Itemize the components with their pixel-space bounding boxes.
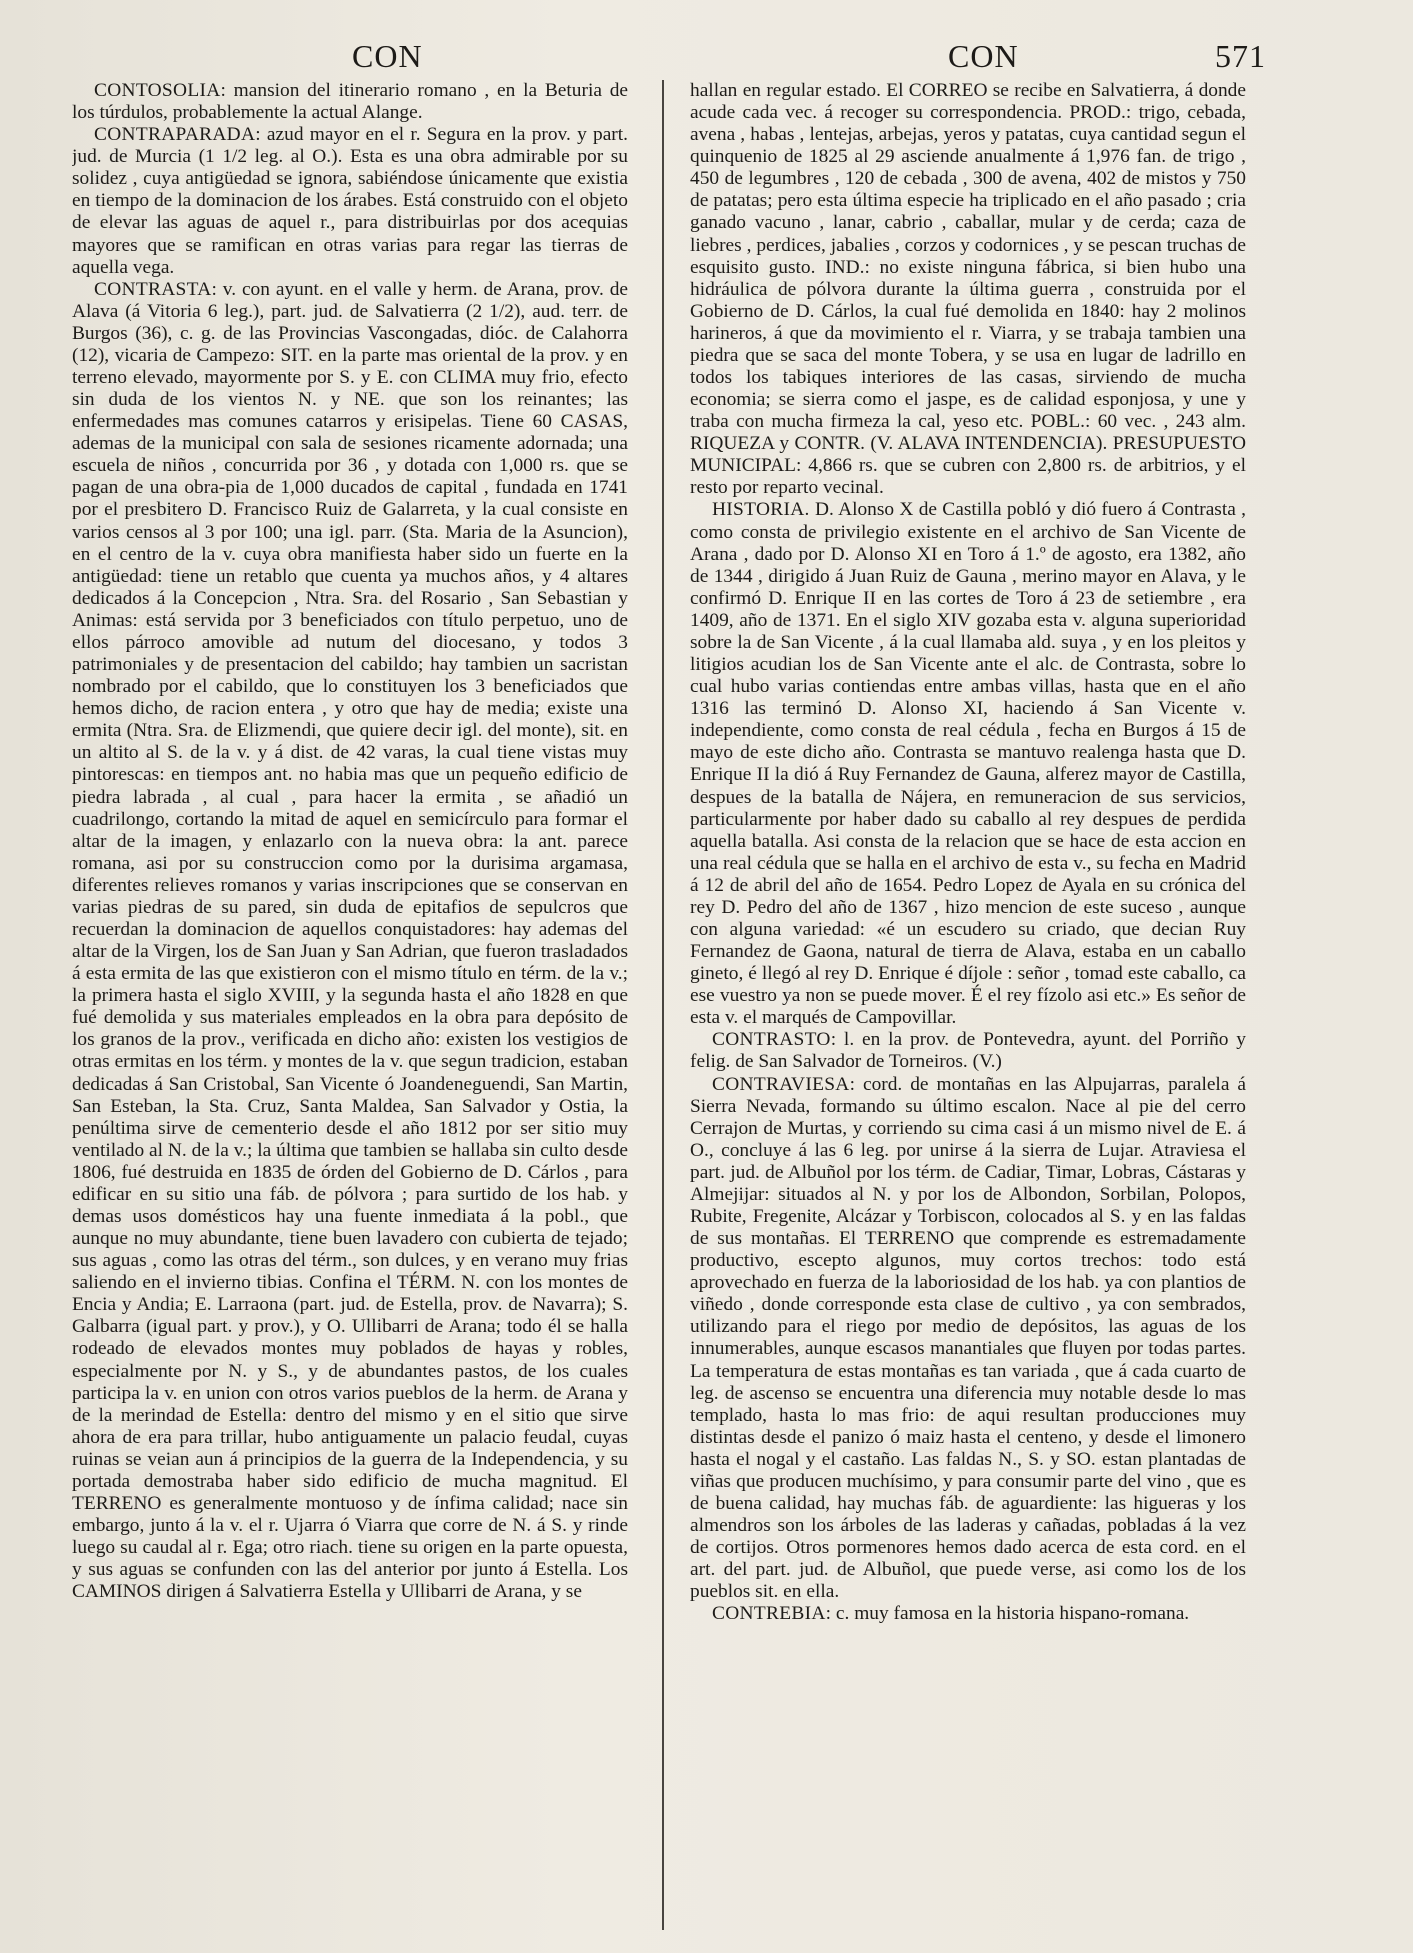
column-divider: [662, 80, 664, 1930]
entry-text: : c. muy famosa en la historia hispano-romana.: [825, 1603, 1190, 1625]
entry-text: : mansion del itinerario romano , en la Beturia de los túrdulos, probablemente la actual Alange.: [72, 80, 628, 124]
running-head-center: CON: [948, 38, 1019, 74]
left-column: [72, 80, 628, 1940]
headword: CONTRASTA: [94, 278, 212, 300]
entry-text: hallan en regular estado. El CORREO se recibe en Salvatierra, á donde acude cada vec. á recoger su correspondencia. PROD.: trigo, cebada, avena , habas , lentejas, arbejas, yeros y patatas, cuya cantidad segun el quinquenio de 1825 al 29 asciende anualmente á 1,976 fan. de trigo , 450 de legumbres , 120 de cebada , 300 de avena, 402 de mistos y 750 de patatas; pero esta última especie ha triplicado en el año pasado ; cria ganado vacuno , lanar, cabrio , caballar, mular y de cerda; caza de liebres , perdices, jabalies , corzos y codornices , y se pescan truchas de esquisito gusto. IND.: no existe ninguna fábrica, si bien hubo una hidráulica de pólvora durante la última guerra , construida por el Gobierno de D. Cárlos, la cual fué demolida en 1840: hay 2 molinos harineros, á que da movimiento el r. Viarra, y se trabaja tambien una piedra que se saca del monte Tobera, y se usa en lugar de ladrillo en todos los tabiques interiores de las casas, sirviendo de mucha economia; se sierra como el jaspe, es de calidad esponjosa, y une y traba con mucha firmeza la cal, yeso etc. POBL.: 60 vec. , 243 alm. RIQUEZA y CONTR. (V. ALAVA INTENDENCIA). PRESUPUESTO MUNICIPAL: 4,866 rs. que se cubren con 2,800 rs. de arbitrios, y el resto por reparto vecinal.: [690, 80, 1246, 499]
headword: CONTRAPARADA: [94, 124, 256, 146]
entry-contraviesa: [690, 1074, 1246, 1604]
page-number: 571: [1215, 38, 1266, 74]
entry-text: : v. con ayunt. en el valle y herm. de Arana, prov. de Alava (á Vitoria 6 leg.), part. jud. de Salvatierra (2 1/2), aud. terr. de Burgos (36), c. g. de las Provincias Vascongadas, dióc. de Calahorra (12), vicaria de Campezo: SIT. en la parte mas oriental de la prov. y en terreno elevado, mayormente por S. y E. con CLIMA muy frio, efecto sin duda de los vientos N. y NE. que son los reinantes; las enfermedades mas comunes catarros y erisipelas. Tiene 60 CASAS, ademas de la municipal con sala de sesiones ricamente adornada; una escuela de niños , concurrida por 36 , y dotada con 1,000 rs. que se pagan de una obra-pia de 1,000 ducados de capital , fundada en 1741 por el presbitero D. Francisco Ruiz de Galarreta, y la cual consiste en varios censos al 3 por 100; una igl. parr. (Sta. Maria de la Asuncion), en el centro de la v. cuya obra manifiesta haber sido un fuerte en la antigüedad: tiene un retablo que cuenta ya muchos años, y 4 altares dedicados á la Concepcion , Ntra. Sra. del Rosario , San Sebastian y Animas: está servida por 3 beneficiados con título perpetuo, uno de ellos párroco amovible ad nutum del diocesano, y todos 3 patrimoniales y de presentacion del cabildo; hay tambien un sacristan nombrado por el cabildo, que lo constituyen los 3 beneficiados que hemos dicho, de racion entera , y otro que hay de media; existe una ermita (Ntra. Sra. de Elizmendi, que quiere decir igl. del monte), sit. en un altito al S. de la v. y á dist. de 42 varas, la cual tiene vistas muy pintorescas: en tiempos ant. no habia mas que un pequeño edificio de piedra labrada , al cual , para hacer la ermita , se añadió un cuadrilongo, cortando la mitad de aquel en semicírculo para formar el altar de la imagen, y enlazarlo con la nueva obra: la ant. parece romana, asi por su construccion como por la durisima argamasa, diferentes relieves romanos y varias inscripciones que se conservan en varias piedras de su pared, sin duda de epitafios de sepulcros que recuerdan la dominacion de aquellos conquistadores: hay ademas del altar de la Virgen, los de San Juan y San Adrian, que fueron trasladados á esta ermita de las que existieron con el mismo título en térm. de la v.; la primera hasta el siglo XVIII, y la segunda hasta el año 1828 en que fué demolida y sus materiales empleados en la obra para depósito de los granos de la prov., verificada en dicho año: existen los vestigios de otras ermitas en los térm. y montes de la v. que segun tradicion, estaban dedicadas á San Cristobal, San Vicente ó Joandeneguendi, San Martin, San Esteban, la Sta. Cruz, Santa Maldea, San Salvador y Ostia, la penúltima sirve de cementerio desde el año 1812 por ser sitio muy ventilado al N. de la v.; la última que tambien se hallaba sin culto desde 1806, fué destruida en 1835 de órden del Gobierno de D. Cárlos , para edificar en su sitio una fáb. de pólvora ; para surtido de los hab. y demas usos domésticos hay una fuente inmediata á la pobl., que aunque no muy abundante, tiene buen lavadero con cubierta de tejado; sus aguas , como las otras del térm., son dulces, y en verano muy frias saliendo en el invierno tibias. Confina el TÉRM. N. con los montes de Encia y Andia; E. Larraona (part. jud. de Estella, prov. de Navarra); S. Galbarra (igual part. y prov.), y O. Ullibarri de Arana; todo él se halla rodeado de elevados montes muy poblados de hayas y robles, especialmente por N. y S., y de abundantes pastos, de los cuales participa la v. en union con otros varios pueblos de la herm. de Arana y de la merindad de Estella: dentro del mismo y en el sitio que sirve ahora de era para trillar, hubo antiguamente un palacio feudal, cuyas ruinas se veian aun á principios de la guerra de la Independencia, y su portada demostraba haber sido edificio de mucha magnitud. El TERRENO es generalmente montuoso y de ínfima calidad; nace sin embargo, junto á la v. el r. Ujarra ó Viarra que corre de N. á S. y rinde luego su caudal al r. Ega; otro riach. tiene su origen en la parte opuesta, y sus aguas se confunden con las del anterior por junto á Estella. Los CAMINOS dirigen á Salvatierra Estella y Ullibarri de Arana, y se: [72, 278, 628, 1603]
headword: CONTREBIA: [712, 1603, 826, 1625]
entry-historia: [690, 499, 1246, 1029]
headword: CONTRASTO: [712, 1029, 831, 1051]
entry-contrasta-continued: [690, 80, 1246, 499]
entry-contosolia: [72, 80, 628, 124]
right-column: [690, 80, 1246, 1940]
entry-contraparada: [72, 124, 628, 279]
headword: CONTOSOLIA: [94, 80, 221, 101]
entry-contrasta: [72, 279, 628, 1604]
entry-text: : cord. de montañas en las Alpujarras, paralela á Sierra Nevada, formando su último escalon. Nace al pie del cerro Cerrajon de Murtas, y corriendo su cima casi á un mismo nivel de E. á O., concluye á las 6 leg. por unirse á la sierra de Lujar. Atraviesa el part. jud. de Albuñol por los térm. de Cadiar, Timar, Lobras, Cástaras y Almejijar: situados al N. y por los de Albondon, Sorbilan, Polopos, Rubite, Fregenite, Alcázar y Torbiscon, colocados al S. y en las faldas de sus montañas. El TERRENO que comprende es estremadamente productivo, escepto algunos, muy cortos trechos: todo está aprovechado en fuerza de la laboriosidad de los hab. ya con plantios de viñedo , donde corresponde esta clase de cultivo , ya con sembrados, utilizando para el riego por medio de depósitos, las aguas de los innumerables, aunque escasos manantiales que fluyen por todas partes. La temperatura de estas montañas es tan variada , que á cada cuarto de leg. de ascenso se encuentra una diferencia muy notable desde lo mas templado, hasta lo mas frio: de aqui resultan producciones muy distintas desde el panizo ó maiz hasta el centeno, y desde el limonero hasta el nogal y el castaño. Las faldas N., S. y SO. estan plantadas de viñas que producen muchísimo, y para consumir parte del vino , que es de buena calidad, hay muchas fáb. de aguardiente: las higueras y los almendros son los árboles de las laderas y cañadas, pobladas á la vez de cortijos. Otros pormenores hemos dado acerca de esta cord. en el art. del part. jud. de Albuñol, que puede verse, asi como los de los pueblos sit. en ella.: [690, 1073, 1246, 1603]
running-head-left: CON: [352, 38, 423, 74]
entry-text: D. Alonso X de Castilla pobló y dió fuero á Contrasta , como consta de privilegio existente en el archivo de San Vicente de Arana , dado por D. Alonso XI en Toro á 1.º de agosto, era 1382, año de 1344 , dirigido á Juan Ruiz de Gauna , merino mayor en Alava, y le confirmó D. Enrique II en las cortes de Toro á 23 de setiembre , era 1409, año de 1371. En el siglo XIV gozaba esta v. alguna superioridad sobre la de San Vicente , á la cual llamaba ald. suya , y en los pleitos y litigios acudian los de San Vicente ante el alc. de Contrasta, sobre lo cual hubo varias contiendas entre ambas villas, hasta que en el año 1316 las terminó D. Alonso XI, haciendo á San Vicente v. independiente, como consta de real cédula , fecha en Burgos á 15 de mayo de este dicho año. Contrasta se mantuvo realenga hasta que D. Enrique II la dió á Ruy Fernandez de Gauna, alferez mayor de Castilla, despues de la batalla de Nájera, en remuneracion de sus servicios, particularmente por haber dado su caballo al rey despues de perdida aquella batalla. Asi consta de la relacion que se hace de esta accion en una real cédula que se halla en el archivo de esta v., su fecha en Madrid á 12 de abril del año de 1654. Pedro Lopez de Ayala en su crónica del rey D. Pedro del año de 1367 , hizo mencion de este suceso , aunque con alguna variedad: «é un escudero su criado, que decian Ruy Fernandez de Gaona, natural de tierra de Alava, estaba en un caballo gineto, é llegó al rey D. Enrique é díjole : señor , tomad este caballo, ca ese vuestro ya non se puede mover. É el rey fízolo asi etc.» Es señor de esta v. el marqués de Campovillar.: [690, 499, 1246, 1029]
entry-text: : azud mayor en el r. Segura en la prov. y part. jud. de Murcia (1 1/2 leg. al O.). Esta es una obra admirable por su solidez , cuya antigüedad se ignora, sabiéndose únicamente que existia en tiempo de la dominacion de los árabes. Está construido con el objeto de elevar las aguas de aquel r., para distribuirlas por dos acequias mayores que se ramifican en otras varias para regar las tierras de aquella vega.: [72, 124, 628, 278]
entry-contrebia: [690, 1603, 1246, 1625]
headword: HISTORIA.: [712, 499, 810, 521]
headword: CONTRAVIESA: [712, 1073, 850, 1095]
entry-contrasto: [690, 1029, 1246, 1073]
entry-text: : l. en la prov. de Pontevedra, ayunt. del Porriño y felig. de San Salvador de Torneiros. (V.): [690, 1029, 1246, 1073]
